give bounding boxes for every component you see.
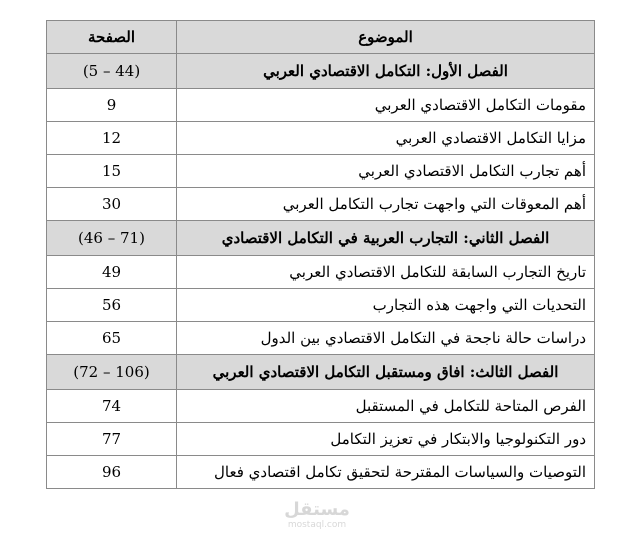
page-number-cell: 15 — [47, 155, 177, 188]
topic-cell: أهم تجارب التكامل الاقتصادي العربي — [177, 155, 595, 188]
table-row — [47, 89, 595, 122]
watermark — [262, 500, 372, 531]
page-number-cell: 30 — [47, 188, 177, 221]
page-number-cell: 74 — [47, 390, 177, 423]
topic-cell: التحديات التي واجهت هذه التجارب — [177, 289, 595, 322]
header-row — [47, 21, 595, 54]
chapter-row — [47, 221, 595, 256]
topic-cell: أهم المعوقات التي واجهت تجارب التكامل العربي — [177, 188, 595, 221]
page-number-cell: 96 — [47, 456, 177, 489]
topic-cell: مقومات التكامل الاقتصادي العربي — [177, 89, 595, 122]
topic-cell: مزايا التكامل الاقتصادي العربي — [177, 122, 595, 155]
chapter-row — [47, 355, 595, 390]
table-row — [47, 256, 595, 289]
topic-column-header: الموضوع — [177, 21, 595, 54]
page-number-cell: 77 — [47, 423, 177, 456]
table-row — [47, 456, 595, 489]
chapter-page-range: (46 – 71) — [47, 221, 177, 256]
table-row — [47, 423, 595, 456]
page-number-cell: 9 — [47, 89, 177, 122]
topic-cell: التوصيات والسياسات المقترحة لتحقيق تكامل اقتصادي فعال — [177, 456, 595, 489]
watermark-url: mostaql.com — [287, 520, 347, 530]
watermark-logo: مستقل — [284, 499, 350, 520]
chapter-title: الفصل الثالث: افاق ومستقبل التكامل الاقتصادي العربي — [177, 355, 595, 390]
page-number-cell: 49 — [47, 256, 177, 289]
chapter-title: الفصل الأول: التكامل الاقتصادي العربي — [177, 54, 595, 89]
chapter-page-range: (5 – 44) — [47, 54, 177, 89]
chapter-title: الفصل الثاني: التجارب العربية في التكامل الاقتصادي — [177, 221, 595, 256]
page-number-cell: 12 — [47, 122, 177, 155]
table-row — [47, 390, 595, 423]
chapter-row — [47, 54, 595, 89]
page-number-cell: 56 — [47, 289, 177, 322]
table-row — [47, 289, 595, 322]
page-number-cell: 65 — [47, 322, 177, 355]
table-row — [47, 188, 595, 221]
topic-cell: تاريخ التجارب السابقة للتكامل الاقتصادي العربي — [177, 256, 595, 289]
page-column-header: الصفحة — [47, 21, 177, 54]
topic-cell: دراسات حالة ناجحة في التكامل الاقتصادي بين الدول — [177, 322, 595, 355]
topic-cell: الفرص المتاحة للتكامل في المستقبل — [177, 390, 595, 423]
table-row — [47, 122, 595, 155]
chapter-page-range: (72 – 106) — [47, 355, 177, 390]
table-row — [47, 322, 595, 355]
topic-cell: دور التكنولوجيا والابتكار في تعزيز التكامل — [177, 423, 595, 456]
table-row — [47, 155, 595, 188]
table-of-contents — [46, 20, 595, 489]
